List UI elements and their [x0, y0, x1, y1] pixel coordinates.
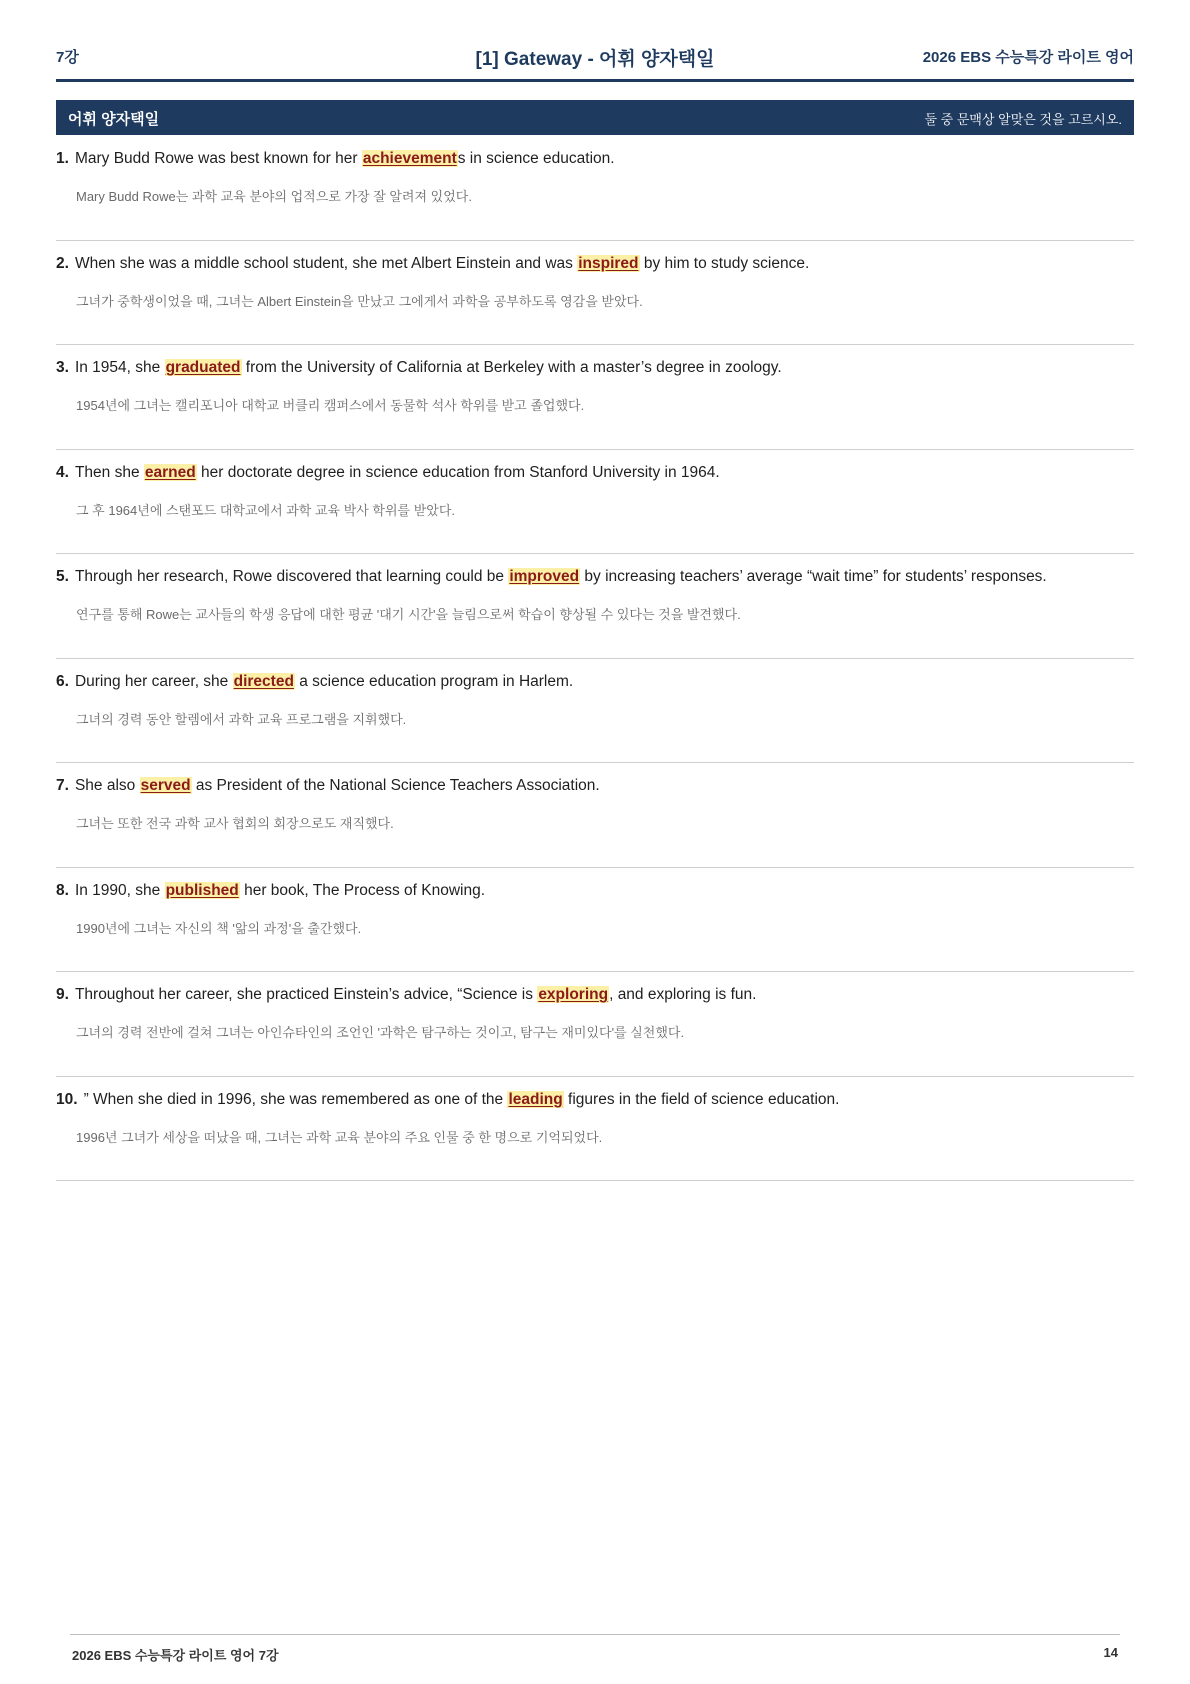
english-sentence	[56, 150, 615, 168]
sentence-post: her book, The Process of Knowing.	[239, 881, 486, 899]
page-title: [1] Gateway - 어휘 양자택일	[475, 49, 715, 70]
sentence-pre: During her career, she	[74, 672, 233, 690]
sentence-post: as President of the National Science Teachers Association.	[191, 777, 600, 794]
keyword-highlight: exploring	[538, 986, 609, 1003]
korean-translation: 1990년에 그녀는 자신의 책 '앎의 과정'을 출간했다.	[76, 920, 362, 936]
question-item	[56, 868, 1134, 973]
english-sentence	[56, 359, 782, 377]
korean-translation: 1996년 그녀가 세상을 떠났을 때, 그녀는 과학 교육 분야의 주요 인물 중 한 명으로 기억되었다.	[76, 1129, 603, 1145]
keyword-highlight: served	[140, 777, 191, 794]
sentence-pre: Then she	[74, 463, 144, 481]
page-number: 14	[1103, 1645, 1118, 1660]
section-instruction: 둘 중 문맥상 알맞은 것을 고르시오.	[924, 112, 1122, 127]
question-item	[56, 554, 1134, 659]
question-number: 6.	[56, 672, 69, 690]
question-number: 4.	[56, 463, 69, 481]
sentence-pre: In 1990, she	[74, 881, 165, 899]
korean-translation: 그녀는 또한 전국 과학 교사 협회의 회장으로도 재직했다.	[76, 816, 394, 831]
keyword-highlight: leading	[508, 1090, 563, 1108]
sentence-pre: In 1954, she	[74, 359, 165, 376]
section-title: 어휘 양자택일	[68, 111, 160, 128]
footer-divider	[70, 1634, 1120, 1635]
sentence-post: by him to study science.	[639, 254, 810, 272]
keyword-highlight: directed	[233, 672, 294, 690]
question-item	[56, 136, 1134, 241]
korean-translation: 그녀가 중학생이었을 때, 그녀는 Albert Einstein을 만났고 그에게서 과학을 공부하도록 영감을 받았다.	[76, 293, 643, 309]
sentence-post: s in science education.	[457, 150, 615, 167]
sentence-post: figures in the field of science education.	[563, 1090, 840, 1108]
footer-book-label: 2026 EBS 수능특강 라이트 영어 7강	[72, 1648, 279, 1663]
question-number: 3.	[56, 359, 69, 376]
sentence-post: from the University of California at Berkeley with a master’s degree in zoology.	[241, 359, 782, 376]
korean-translation: 그녀의 경력 동안 할렘에서 과학 교육 프로그램을 지휘했다.	[76, 711, 407, 727]
sentence-pre: She also	[74, 777, 140, 794]
question-item	[56, 659, 1134, 764]
question-item	[56, 241, 1134, 346]
question-number: 10.	[56, 1090, 78, 1108]
korean-translation: 연구를 통해 Rowe는 교사들의 학생 응답에 대한 평균 '대기 시간'을 늘림으로써 학습이 향상될 수 있다는 것을 발견했다.	[76, 607, 741, 622]
sentence-pre: Mary Budd Rowe was best known for her	[74, 150, 362, 167]
korean-translation: Mary Budd Rowe는 과학 교육 분야의 업적으로 가장 잘 알려져 있었다.	[76, 189, 472, 204]
keyword-highlight: graduated	[165, 359, 241, 376]
english-sentence	[56, 255, 809, 273]
section-banner	[56, 100, 1134, 135]
keyword-highlight: inspired	[578, 254, 639, 272]
sentence-pre: ” When she died in 1996, she was remembered as one of the	[83, 1090, 508, 1108]
sentence-post: her doctorate degree in science education from Stanford University in 1964.	[196, 463, 720, 481]
page-header	[56, 46, 1134, 72]
question-number: 8.	[56, 881, 69, 899]
english-sentence	[56, 882, 485, 900]
english-sentence	[56, 673, 573, 691]
english-sentence	[56, 986, 756, 1004]
question-number: 1.	[56, 150, 69, 167]
english-sentence	[56, 1091, 839, 1109]
question-number: 9.	[56, 986, 69, 1003]
question-item	[56, 972, 1134, 1077]
keyword-highlight: published	[165, 881, 239, 899]
english-sentence	[56, 464, 720, 482]
sentence-post: a science education program in Harlem.	[294, 672, 574, 690]
english-sentence	[56, 777, 600, 795]
keyword-highlight: improved	[509, 568, 580, 585]
question-number: 7.	[56, 777, 69, 794]
sentence-pre: When she was a middle school student, she met Albert Einstein and was	[74, 254, 578, 272]
book-title: 2026 EBS 수능특강 라이트 영어	[922, 49, 1134, 66]
keyword-highlight: earned	[144, 463, 196, 481]
question-item	[56, 345, 1134, 450]
sentence-pre: Throughout her career, she practiced Einstein’s advice, “Science is	[74, 986, 538, 1003]
question-number: 2.	[56, 254, 69, 272]
keyword-highlight: achievement	[362, 150, 457, 167]
korean-translation: 그녀의 경력 전반에 걸쳐 그녀는 아인슈타인의 조언인 '과학은 탐구하는 것이고, 탐구는 재미있다'를 실천했다.	[76, 1025, 685, 1040]
question-list	[56, 136, 1134, 1181]
question-number: 5.	[56, 568, 69, 585]
lesson-label: 7강	[56, 49, 79, 66]
korean-translation: 그 후 1964년에 스탠포드 대학교에서 과학 교육 박사 학위를 받았다.	[76, 502, 455, 518]
question-item	[56, 1077, 1134, 1182]
sentence-pre: Through her research, Rowe discovered that learning could be	[74, 568, 509, 585]
sentence-post: by increasing teachers’ average “wait time” for students’ responses.	[580, 568, 1047, 585]
english-sentence	[56, 568, 1047, 586]
question-item	[56, 763, 1134, 868]
sentence-post: , and exploring is fun.	[609, 986, 757, 1003]
header-divider	[56, 79, 1134, 82]
question-item	[56, 450, 1134, 555]
korean-translation: 1954년에 그녀는 캘리포니아 대학교 버클리 캠퍼스에서 동물학 석사 학위를 받고 졸업했다.	[76, 398, 585, 413]
